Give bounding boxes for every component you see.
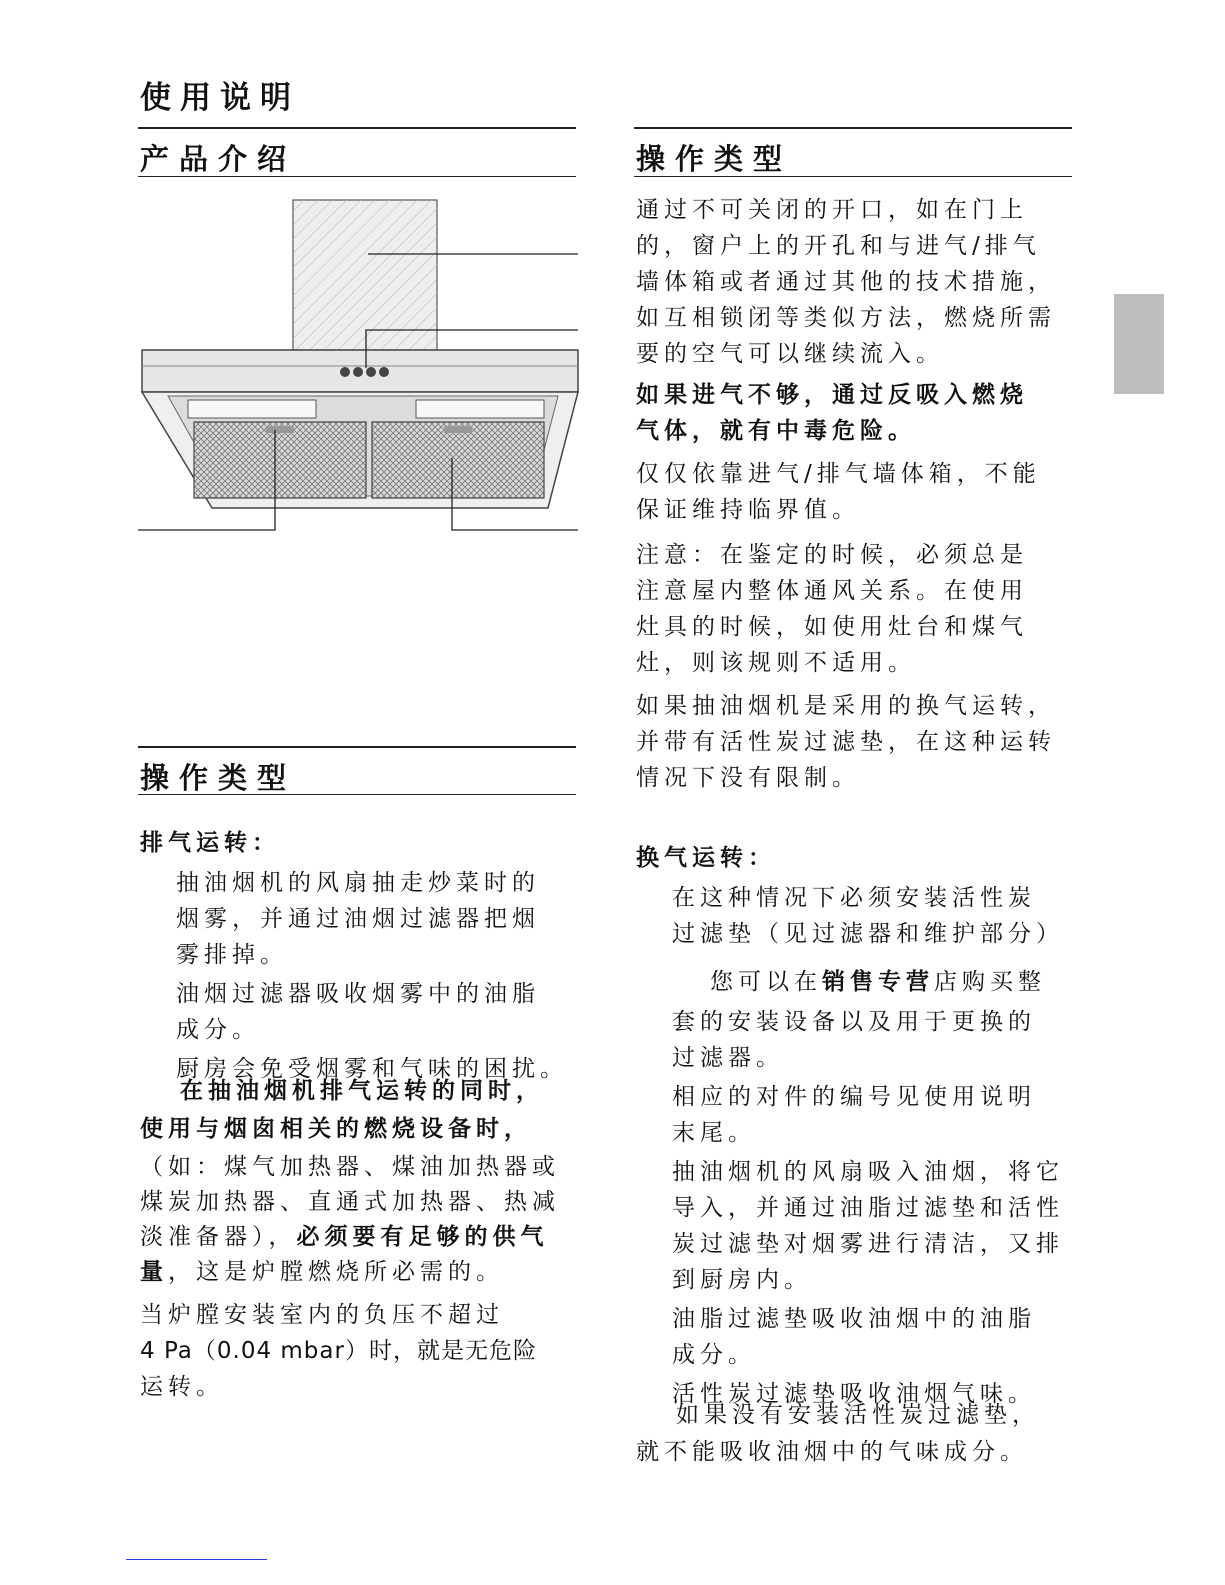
pressure-line: 4 Pa（0.04 mbar）时，就是无危险 bbox=[140, 1338, 537, 1364]
note-line: 灶具的时候，如使用灶台和煤气 bbox=[636, 614, 1028, 640]
exhaust-line: 抽油烟机的风扇抽走炒菜时的 bbox=[176, 870, 540, 896]
limit-line: 保证维持临界值。 bbox=[636, 497, 860, 523]
section-tab-marker bbox=[1114, 294, 1164, 394]
pressure-line: 运转。 bbox=[140, 1374, 224, 1400]
footer-link-underline bbox=[126, 1559, 267, 1560]
detail-line: 成分。 bbox=[672, 1342, 756, 1368]
recirc-intro-line: 在这种情况下必须安装活性炭 bbox=[672, 885, 1036, 911]
note-line: 注意屋内整体通风关系。在使用 bbox=[636, 578, 1028, 604]
danger-line: 气体，就有中毒危险。 bbox=[636, 418, 916, 444]
exhaust-heading: 排气运转： bbox=[140, 830, 280, 856]
recirc-note-line: 情况下没有限制。 bbox=[636, 765, 860, 791]
grease-filter-left bbox=[194, 422, 366, 498]
recirc-note bbox=[636, 688, 1056, 796]
detail-line: 油脂过滤垫吸收油烟中的油脂 bbox=[672, 1306, 1036, 1332]
devices-line: 煤炭加热器、直通式加热器、热减 bbox=[140, 1189, 560, 1215]
recirc-intro bbox=[672, 880, 1064, 952]
detail-line: 导入，并通过油脂过滤垫和活性 bbox=[672, 1195, 1064, 1221]
recirc-note-line: 并带有活性炭过滤垫，在这种运转 bbox=[636, 729, 1056, 755]
warning-line: 在抽油烟机排气运转的同时， bbox=[180, 1078, 544, 1104]
supply-rest: ，这是炉膛燃烧所必需的。 bbox=[168, 1259, 504, 1285]
detail-line: 过滤器。 bbox=[672, 1045, 784, 1071]
operation-heading-right: 操作类型 bbox=[636, 142, 793, 176]
pressure-note bbox=[140, 1297, 537, 1405]
danger-warning bbox=[636, 377, 1028, 449]
operation-bottom-rule-left bbox=[138, 794, 576, 795]
devices-line: （如：煤气加热器、煤油加热器或 bbox=[140, 1154, 560, 1180]
intro-line: 要的空气可以继续流入。 bbox=[636, 341, 944, 367]
detail-line: 活性炭过滤垫吸收油烟气味。 bbox=[672, 1381, 1036, 1407]
light-left bbox=[188, 400, 316, 418]
exhaust-description bbox=[176, 865, 568, 1087]
detail-line: 到厨房内。 bbox=[672, 1267, 812, 1293]
exhaust-line: 雾排掉。 bbox=[176, 942, 288, 968]
page-title: 使用说明 bbox=[140, 80, 300, 116]
limit-line: 仅仅依靠进气/排气墙体箱，不能 bbox=[636, 461, 1041, 487]
pressure-line: 当炉膛安装室内的负压不超过 bbox=[140, 1302, 504, 1328]
intro-line: 墙体箱或者通过其他的技术措施， bbox=[636, 269, 1056, 295]
operation-heading-left: 操作类型 bbox=[140, 761, 297, 795]
ventilation-intro bbox=[636, 192, 1056, 372]
intro-heading: 产品介绍 bbox=[140, 142, 297, 176]
buy-bold: 销售专营 bbox=[822, 969, 934, 995]
devices-tail: 淡准备器）， bbox=[140, 1224, 297, 1250]
final-line: 如果没有安装活性炭过滤垫， bbox=[676, 1402, 1040, 1428]
light-right bbox=[416, 400, 544, 418]
limit-note bbox=[636, 456, 1041, 528]
recirc-note-line: 如果抽油烟机是采用的换气运转， bbox=[636, 693, 1056, 719]
devices-line-with-bold bbox=[140, 1219, 549, 1255]
recirc-intro-line: 过滤垫（见过滤器和维护部分） bbox=[672, 921, 1064, 947]
exhaust-line: 烟雾，并通过油烟过滤器把烟 bbox=[176, 906, 540, 932]
supply-bold: 量 bbox=[140, 1259, 168, 1285]
final-line: 就不能吸收油烟中的气味成分。 bbox=[636, 1439, 1028, 1465]
note-line: 注意：在鉴定的时候，必须总是 bbox=[636, 542, 1028, 568]
exhaust-line: 油烟过滤器吸收烟雾中的油脂 bbox=[176, 981, 540, 1007]
intro-line: 的，窗户上的开孔和与进气/排气 bbox=[636, 233, 1041, 259]
buy-post: 店购买整 bbox=[934, 969, 1046, 995]
exhaust-line: 成分。 bbox=[176, 1017, 260, 1043]
intro-line: 如互相锁闭等类似方法，燃烧所需 bbox=[636, 305, 1056, 331]
detail-line: 炭过滤垫对烟雾进行清洁，又排 bbox=[672, 1231, 1064, 1257]
recirc-heading: 换气运转： bbox=[636, 845, 776, 871]
operation-bottom-rule-right bbox=[634, 176, 1072, 177]
note-line: 灶，则该规则不适用。 bbox=[636, 650, 916, 676]
supply-line bbox=[140, 1254, 504, 1290]
recirc-details bbox=[672, 1004, 1064, 1412]
attention-note bbox=[636, 537, 1028, 681]
exhaust-line: 厨房会免受烟雾和气味的困扰。 bbox=[176, 1056, 568, 1082]
operation-top-rule-right bbox=[634, 127, 1072, 129]
danger-line: 如果进气不够，通过反吸入燃烧 bbox=[636, 382, 1028, 408]
detail-line: 套的安装设备以及用于更换的 bbox=[672, 1009, 1036, 1035]
range-hood-illustration bbox=[138, 196, 583, 536]
buy-pre: 您可以在 bbox=[710, 969, 822, 995]
warning-line: 使用与烟囱相关的燃烧设备时， bbox=[140, 1116, 532, 1142]
intro-top-rule bbox=[138, 127, 576, 129]
detail-line: 抽油烟机的风扇吸入油烟，将它 bbox=[672, 1159, 1064, 1185]
grease-filter-right bbox=[372, 422, 544, 498]
intro-line: 通过不可关闭的开口，如在门上 bbox=[636, 197, 1028, 223]
buy-line bbox=[710, 964, 1046, 1000]
operation-top-rule-left bbox=[138, 746, 576, 748]
detail-line: 相应的对件的编号见使用说明 bbox=[672, 1084, 1036, 1110]
devices-bold: 必须要有足够的供气 bbox=[296, 1224, 549, 1250]
intro-bottom-rule bbox=[138, 176, 576, 177]
detail-line: 末尾。 bbox=[672, 1120, 756, 1146]
